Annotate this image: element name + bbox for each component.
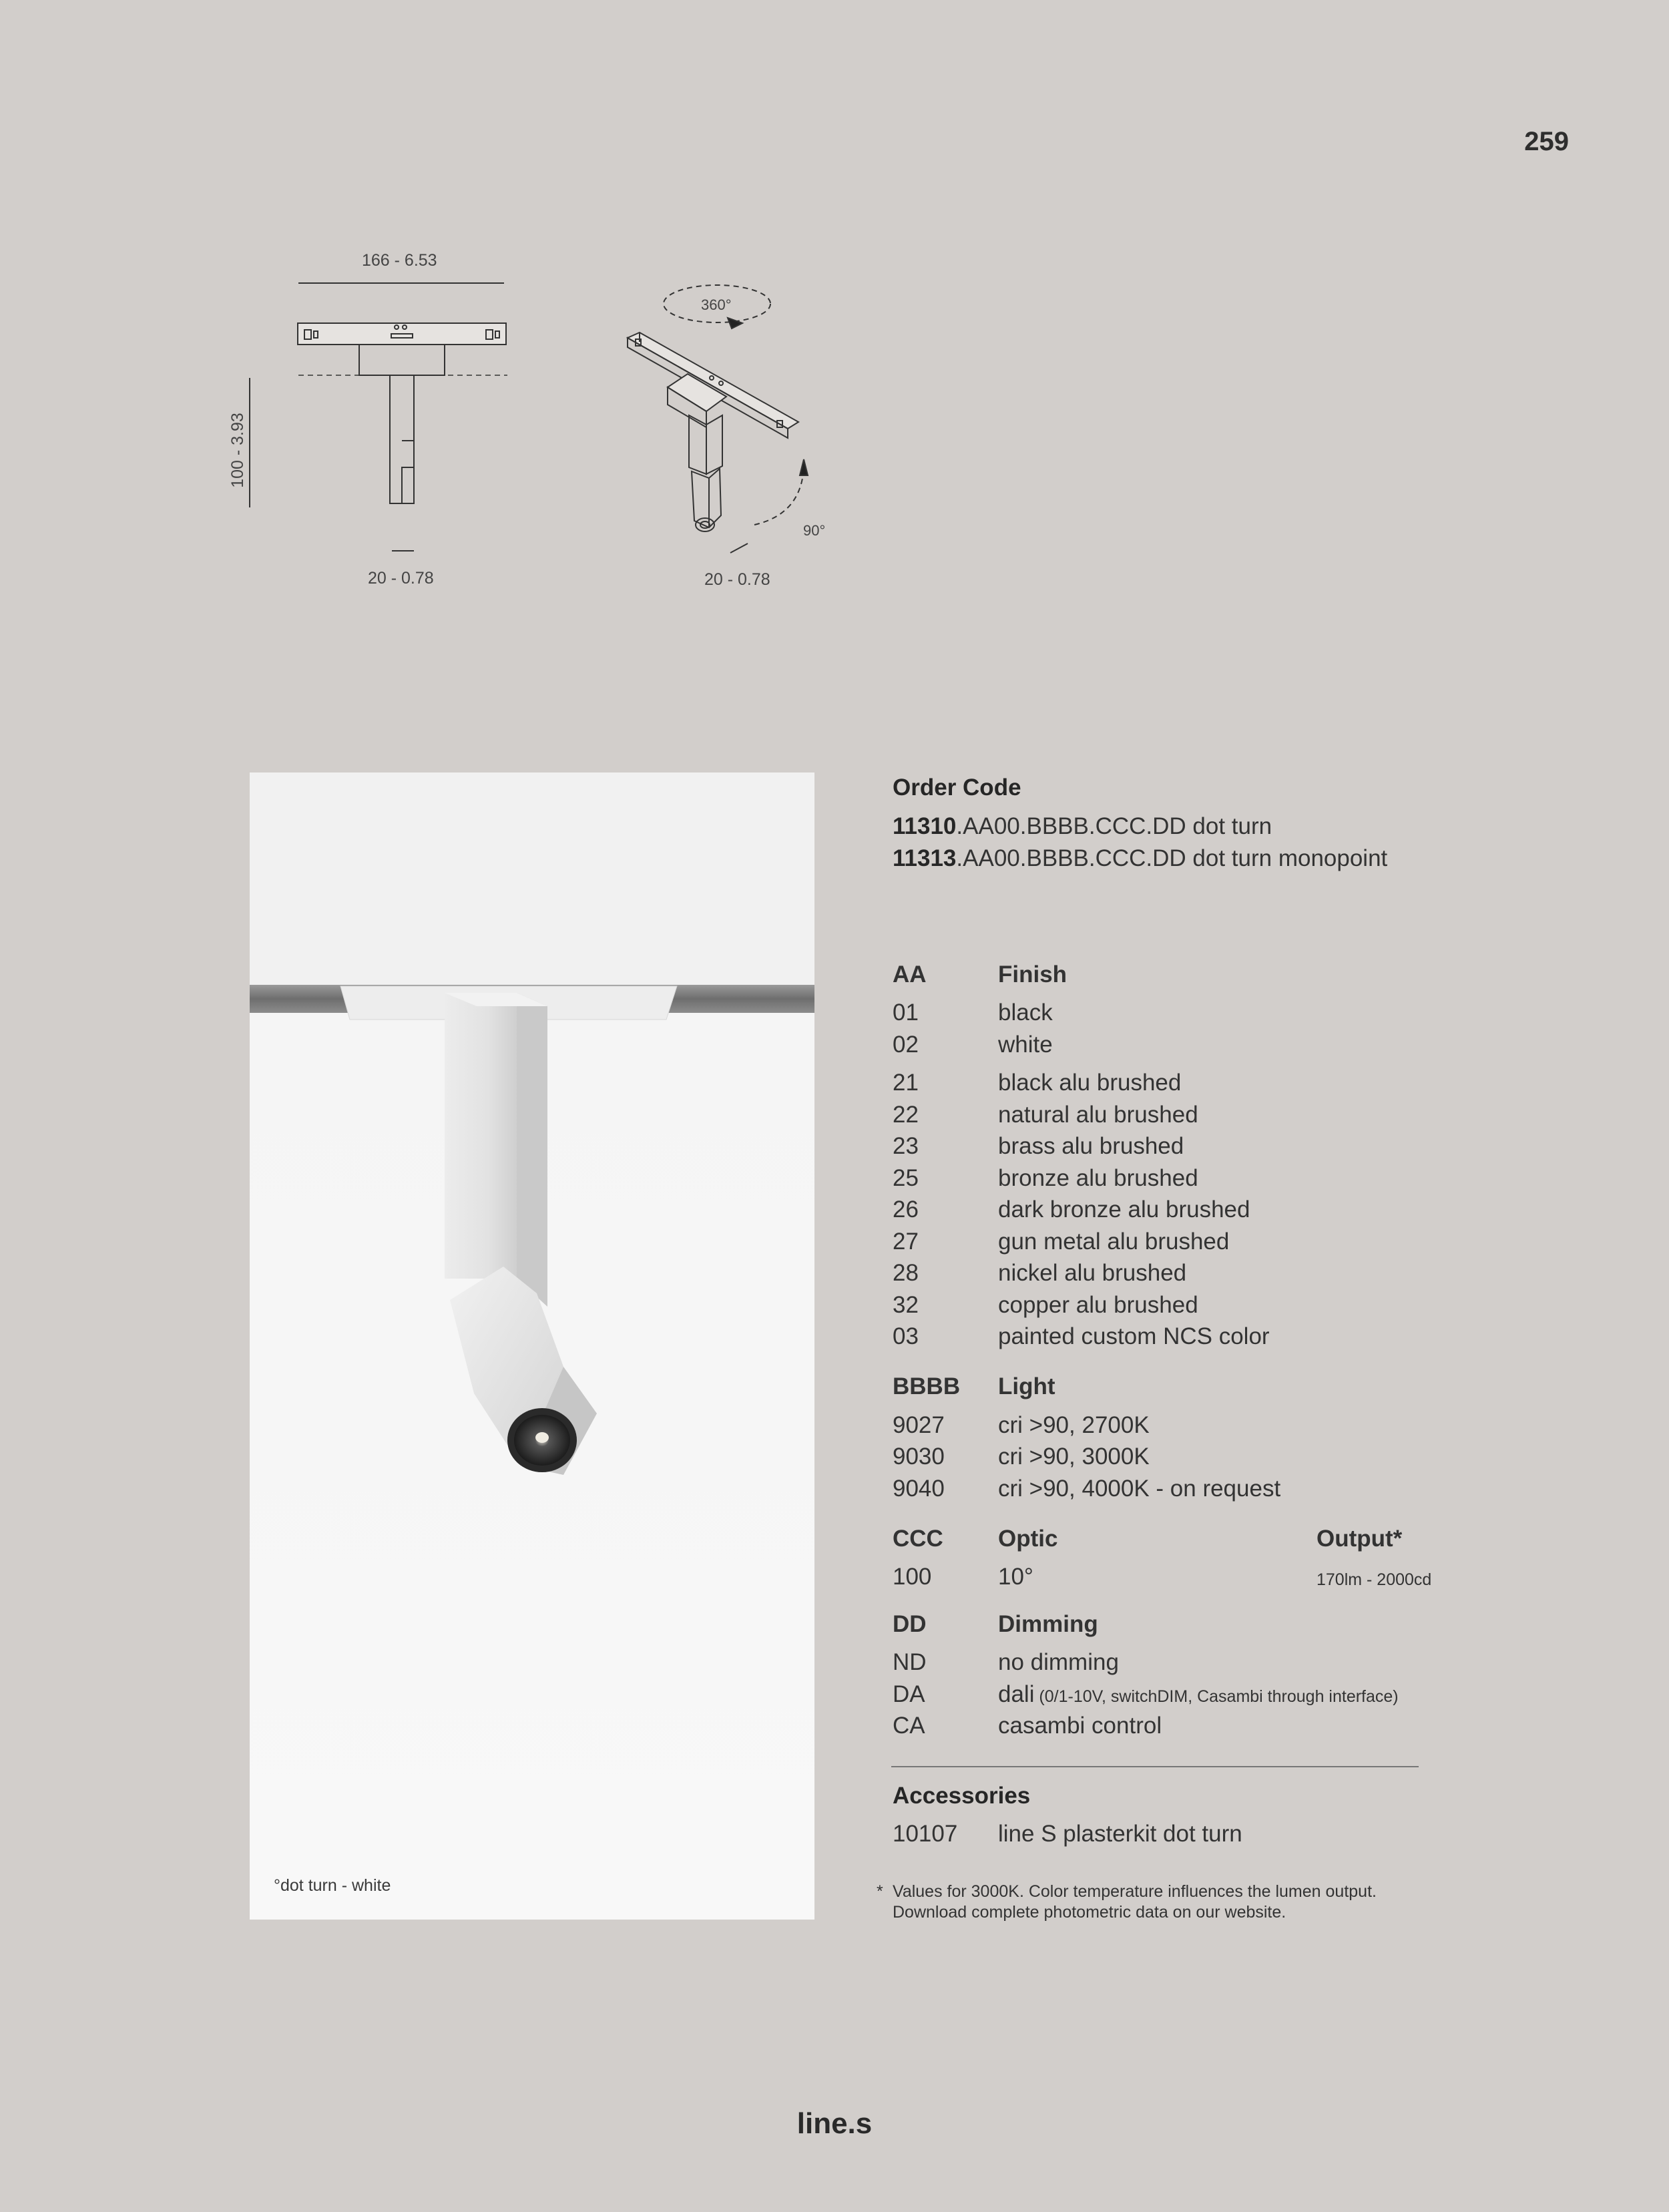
dimming-code-header: DD <box>893 1611 927 1637</box>
light-code: 9027 <box>893 1412 945 1438</box>
footnote <box>877 1882 1377 1923</box>
dimming-label: casambi control <box>998 1713 1162 1739</box>
order-code-rest: .AA00.BBBB.CCC.DD dot turn monopoint <box>956 845 1388 871</box>
finish-code: 26 <box>893 1196 919 1223</box>
light-label: cri >90, 4000K - on request <box>998 1476 1281 1502</box>
light-label: cri >90, 2700K <box>998 1412 1150 1438</box>
footnote-star: * <box>877 1882 883 1901</box>
finish-label: white <box>998 1032 1053 1058</box>
light-code-header: BBBB <box>893 1373 961 1399</box>
accessory-code: 10107 <box>893 1821 958 1847</box>
dimming-label: no dimming <box>998 1649 1119 1675</box>
light-header: Light <box>998 1373 1055 1399</box>
order-code-bold: 11313 <box>893 845 957 871</box>
finish-code: 03 <box>893 1323 919 1349</box>
finish-code: 27 <box>893 1229 919 1255</box>
divider <box>891 1766 1419 1767</box>
order-code-title: Order Code <box>893 775 1021 801</box>
optic-code: 100 <box>893 1564 932 1590</box>
dimming-code: CA <box>893 1713 925 1739</box>
order-code-bold: 11310 <box>893 813 957 839</box>
page-number: 259 <box>1524 127 1569 156</box>
tilt-label: 90° <box>803 522 826 539</box>
finish-code: 22 <box>893 1102 919 1128</box>
light-code: 9040 <box>893 1476 945 1502</box>
order-code-line <box>893 811 1493 843</box>
photo-caption: °dot turn - white <box>274 1876 391 1895</box>
dimming-label: dali <box>998 1681 1035 1707</box>
footnote-line-2: Download complete photometric data on our website. <box>893 1903 1286 1922</box>
finish-code: 28 <box>893 1260 919 1286</box>
order-code-rest: .AA00.BBBB.CCC.DD dot turn <box>956 813 1272 839</box>
optic-code-header: CCC <box>893 1526 943 1552</box>
product-photo <box>250 772 814 1920</box>
optic-label: 10° <box>998 1564 1033 1590</box>
finish-label: black alu brushed <box>998 1070 1182 1096</box>
finish-code: 32 <box>893 1292 919 1318</box>
iso-bottom-dimension-label: 20 - 0.78 <box>704 570 770 589</box>
accessories-header: Accessories <box>893 1783 1031 1809</box>
isometric-view-drawing <box>628 285 808 553</box>
finish-label: copper alu brushed <box>998 1292 1198 1318</box>
dimming-code: DA <box>893 1681 925 1707</box>
finish-code: 25 <box>893 1165 919 1191</box>
finish-code-header: AA <box>893 961 927 987</box>
finish-label: brass alu brushed <box>998 1133 1184 1159</box>
finish-label: bronze alu brushed <box>998 1165 1198 1191</box>
dimming-header: Dimming <box>998 1611 1098 1637</box>
optic-output: 170lm - 2000cd <box>1317 1570 1432 1589</box>
output-header: Output* <box>1317 1526 1403 1552</box>
finish-label: nickel alu brushed <box>998 1260 1187 1286</box>
finish-label: black <box>998 1000 1053 1026</box>
finish-code: 02 <box>893 1032 919 1058</box>
finish-label: gun metal alu brushed <box>998 1229 1230 1255</box>
height-dimension-label: 100 - 3.93 <box>228 413 247 488</box>
dimming-note: (0/1-10V, switchDIM, Casambi through interface) <box>1034 1687 1399 1706</box>
rotation-label: 360° <box>701 296 732 313</box>
finish-header: Finish <box>998 961 1067 987</box>
accessory-label: line S plasterkit dot turn <box>998 1821 1242 1847</box>
width-dimension-label: 166 - 6.53 <box>362 251 437 270</box>
front-view-drawing <box>250 283 507 551</box>
light-code: 9030 <box>893 1444 945 1470</box>
footnote-line-1: Values for 3000K. Color temperature influences the lumen output. <box>893 1882 1377 1901</box>
optic-header: Optic <box>998 1526 1058 1552</box>
finish-code: 21 <box>893 1070 919 1096</box>
footer-brand: line.s <box>796 2107 873 2140</box>
finish-label: painted custom NCS color <box>998 1323 1270 1349</box>
finish-code: 01 <box>893 1000 919 1026</box>
dimming-code: ND <box>893 1649 927 1675</box>
technical-drawings <box>0 0 868 601</box>
order-code-line <box>893 843 1493 875</box>
light-label: cri >90, 3000K <box>998 1444 1150 1470</box>
finish-code: 23 <box>893 1133 919 1159</box>
finish-label: dark bronze alu brushed <box>998 1196 1250 1223</box>
finish-label: natural alu brushed <box>998 1102 1198 1128</box>
front-bottom-dimension-label: 20 - 0.78 <box>368 569 434 588</box>
